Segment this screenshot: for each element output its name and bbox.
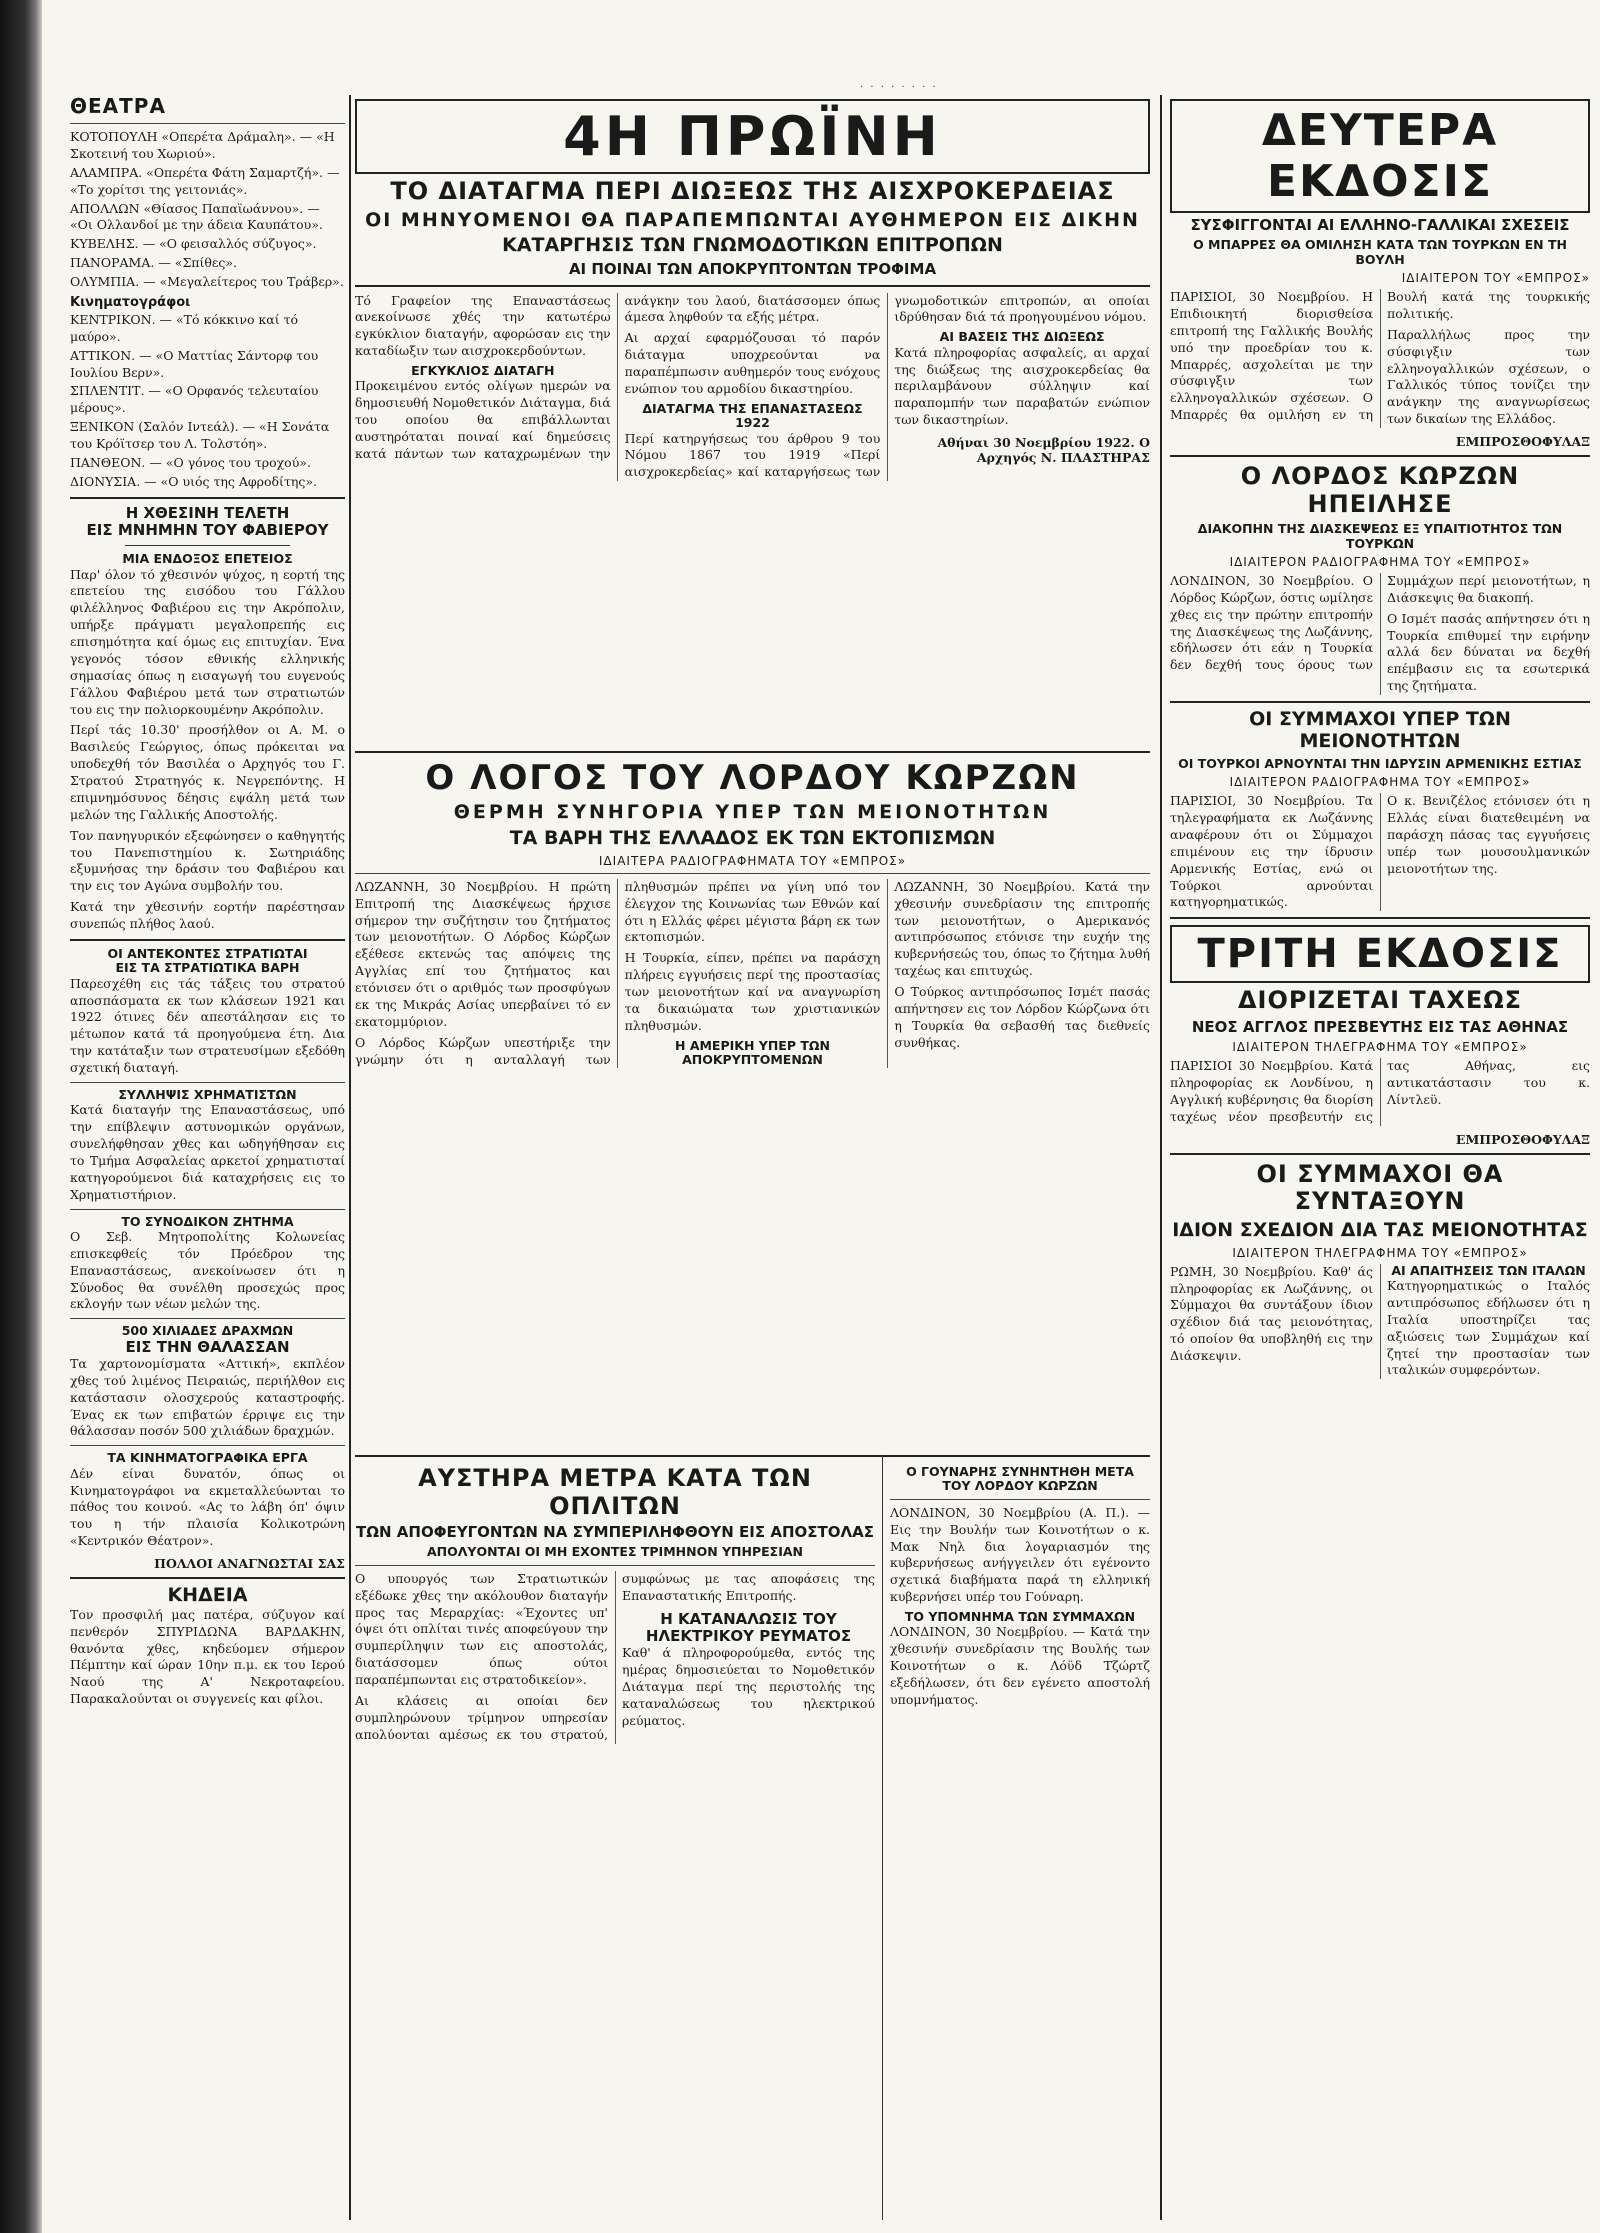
caption: ΙΔΙΑΙΤΕΡΑ ΡΑΔΙΟΓΡΑΦΗΜΑΤΑ ΤΟΥ «ΕΜΠΡΟΣ»: [598, 853, 907, 868]
article-subtitle: ΕΙΣ ΤΑ ΣΤΡΑΤΙΩΤΙΚΑ ΒΑΡΗ: [115, 960, 300, 976]
article-paragraph: Ο κ. Βενιζέλος ετόνισεν ότι η Ελλάς είναι διατεθειμένη να παράσχη πάσας τας εγγυήσεις υπέρ των μουσουλμανικών μειονοτήτων της.: [1387, 793, 1590, 876]
caption: ΙΔΙΑΙΤΕΡΟΝ ΤΗΛΕΓΡΑΦΗΜΑ ΤΟΥ «ΕΜΠΡΟΣ»: [1232, 1040, 1528, 1055]
article-body: [1170, 1264, 1590, 1380]
theatre-list: [70, 129, 345, 291]
theatre-item: ΑΛΑΜΠΡΑ. «Οπερέτα Φάτη Σαμαρτζή». — «Το χορίτσι της γειτονιάς».: [70, 164, 340, 197]
article-soldiers: [355, 1465, 875, 2220]
cinema-heading: Κινηματογράφοι: [70, 294, 191, 310]
section-label: ΔΙΑΤΑΓΜΑ ΤΗΣ ΕΠΑΝΑΣΤΑΣΕΩΣ 1922: [642, 400, 863, 431]
subheadline: ΚΑΤΑΡΓΗΣΙΣ ΤΩΝ ΓΝΩΜΟΔΟΤΙΚΩΝ ΕΠΙΤΡΟΠΩΝ: [502, 234, 1003, 257]
edition-masthead: ΤΡΙΤΗ ΕΚΔΟΣΙΣ: [1170, 925, 1590, 983]
article-paragraph: ΛΟΝΔΙΝΟΝ, 30 Νοεμβρίου (Α. Π.). — Εις την Βουλήν των Κοινοτήτων ο κ. Μακ Νηλ δια λογαριασμόν της κυβερνήσεως ανήγγειλεν ότι εγένοντο σχετικά διαβήματα παρά τη ελληνική κυβερνήσει υπέρ του Γούναρη.: [890, 1504, 1150, 1605]
article-subtitle: ΕΙΣ ΜΝΗΜΗΝ ΤΟΥ ΦΑΒΙΕΡΟΥ: [86, 520, 329, 539]
subheadline: ΟΙ ΜΗΝΥΟΜΕΝΟΙ ΘΑ ΠΑΡΑΠΕΜΠΩΝΤΑΙ ΑΥΘΗΜΕΡΟΝ ΕΙΣ ΔΙΚΗΝ: [365, 208, 1140, 231]
article-paragraph: Ο Τούρκος αντιπρόσωπος Ισμέτ πασάς απήντησεν εις τον Λόρδον Κώρζωνα ότι η Τουρκία θα σεβασθή τας διεθνείς συνθήκας.: [894, 984, 1150, 1050]
article-paragraph: Παρ' όλον τό χθεσινόν ψύχος, η εορτή της επετείου της εισόδου του Γάλλου φιλέλληνος Φαβιέρου εις την Ακρόπολιν, υπήρξε πράγματι μεγαλοπρεπής εις επισημότητα καί όμως εις επιτυχίαν. Ένα γεγονός τόσον εθνικής ελληνικής σημασίας όπως η εισαγωγή του ευγενούς Γάλλου Φαβιέρου μετά των στρατιωτών του εις την πολιορκουμένην Ακρόπολιν.: [70, 566, 345, 717]
cinema-item: ΔΙΟΝΥΣΙΑ. — «Ο υιός της Αφροδίτης».: [70, 473, 317, 489]
headline: ΤΟ ΔΙΑΤΑΓΜΑ ΠΕΡΙ ΔΙΩΞΕΩΣ ΤΗΣ ΑΙΣΧΡΟΚΕΡΔΕΙΑΣ: [390, 177, 1115, 205]
caption: ΙΔΙΑΙΤΕΡΟΝ ΤΟΥ «ΕΜΠΡΟΣ»: [1401, 271, 1590, 285]
article-paragraph: Κατά πληροφορίας ασφαλείς, αι αρχαί της διώξεως της αισχροκερδείας θα περιλαμβάνουν σύλληψιν καί παραπομπήν των παραβατών ενώπιον των δικαστηρίων.: [894, 344, 1150, 428]
headline: ΔΙΟΡΙΖΕΤΑΙ ΤΑΧΕΩΣ: [1237, 986, 1523, 1015]
article-paragraph: Ο υπουργός των Στρατιωτικών εξέδωκε χθες την ακόλουθον διαταγήν προς τας Μεραρχίας: «Έχοντες υπ' όψει ότι οπλίται τινές αποφεύγουν την συμπερίληψιν των εις αποστολάς, διατάσσομεν όπως ούτοι παραπέμπωνται εις στρατοδικείον».: [355, 1570, 608, 1688]
article-title: ΣΥΛΛΗΨΙΣ ΧΡΗΜΑΤΙΣΤΩΝ: [118, 1086, 297, 1102]
article-body: [1170, 573, 1590, 695]
theatre-item: ΚΥΒΕΛΗΣ. — «Ο φεισαλλός σύζυγος».: [70, 236, 317, 252]
article-signature: ΠΟΛΛΟΙ ΑΝΑΓΝΩΣΤΑΙ ΣΑΣ: [154, 1556, 345, 1571]
article-title: Η ΧΘΕΣΙΝΗ ΤΕΛΕΤΗ: [125, 503, 290, 522]
theatre-item: ΚΟΤΟΠΟΥΛΗ «Οπερέτα Δράμαλη». — «Η Σκοτεινή του Χωριού».: [70, 129, 335, 161]
article-paragraph: Κατά την χθεσινήν εορτήν παρέστησαν συνεπώς πλήθος λαού.: [70, 899, 345, 931]
article-title: ΤΑ ΚΙΝΗΜΑΤΟΓΡΑΦΙΚΑ ΕΡΓΑ: [107, 1450, 308, 1466]
cinema-item: ΚΕΝΤΡΙΚΟΝ. — «Τό κόκκινο καί τό μαύρο».: [70, 311, 299, 344]
article-subtitle: ΕΙΣ ΤΗΝ ΘΑΛΑΣΣΑΝ: [125, 1337, 290, 1356]
article-signature: ΕΜΠΡΟΣΘΟΦΥΛΑΞ: [1455, 1131, 1590, 1147]
headline: ΑΥΣΤΗΡΑ ΜΕΤΡΑ ΚΑΤΑ ΤΩΝ ΟΠΛΙΤΩΝ: [418, 1465, 812, 1520]
article-paragraph: Παραλλήλως προς την σύσφιγξιν των ελληνογαλλικών σχέσεων, ο Γαλλικός τύπος τονίζει την ανάγκην της αναγνωρίσεως των δικαίων της Ελλάδος.: [1387, 326, 1590, 427]
article-paragraph: Δέν είναι δυνατόν, όπως οι Κινηματογράφοι να εκμεταλλεύωνται το πάθος του κοινού. «Ας το λάβη όπ' όψιν του η τήν πλαισία Κολικοτρώνη «Κεντρικόν Θέατρον».: [70, 1465, 345, 1549]
section-label: ΕΓΚΥΚΛΙΟΣ ΔΙΑΤΑΓΗ: [411, 363, 555, 379]
column-divider: [349, 95, 351, 2220]
subheadline: ΟΙ ΤΟΥΡΚΟΙ ΑΡΝΟΥΝΤΑΙ ΤΗΝ ΙΔΡΥΣΙΝ ΑΡΜΕΝΙΚΗΣ ΕΣΤΙΑΣ: [1178, 755, 1582, 771]
subheadline: ΘΕΡΜΗ ΣΥΝΗΓΟΡΙΑ ΥΠΕΡ ΤΩΝ ΜΕΙΟΝΟΤΗΤΩΝ: [453, 801, 1052, 824]
article-paragraph: ΠΑΡΙΣΙΟΙ, 30 Νοεμβρίου. Η Επιδιοικητή διορισθείσα επιτροπή της Γαλλικής Βουλής υπό την προεδρίαν του κ. Μπαρρές, ασχολείται με την σύσφιγξιν των ελληνογαλλικών σχέσεων. Ο Μπαρρές θα ομιλήση εν τη Βουλή κατά της τουρκικής πολιτικής.: [1170, 289, 1590, 423]
article-title: ΚΗΔΕΙΑ: [167, 1584, 248, 1606]
page-header-strip: · · · · · · · ·: [860, 82, 938, 93]
section-label: Η ΚΑΤΑΝΑΛΩΣΙΣ ΤΟΥ ΗΛΕΚΤΡΙΚΟΥ ΡΕΥΜΑΤΟΣ: [645, 1609, 852, 1645]
article-body: [1170, 289, 1590, 428]
theatre-item: ΑΠΟΛΛΩΝ «Θίασος Παπαϊωάννου». — «Οι Ολλανδοί με την άδεια Καυπάτου».: [70, 200, 323, 233]
caption: ΙΔΙΑΙΤΕΡΟΝ ΡΑΔΙΟΓΡΑΦΗΜΑ ΤΟΥ «ΕΜΠΡΟΣ»: [1229, 554, 1531, 569]
section-bottom-middle: [355, 1455, 1150, 2220]
headline: ΟΙ ΣΥΜΜΑΧΟΙ ΥΠΕΡ ΤΩΝ ΜΕΙΟΝΟΤΗΤΩΝ: [1249, 708, 1511, 752]
column-divider: [1160, 95, 1162, 2220]
cinema-item: ΣΠΛΕΝΤΙΤ. — «Ο Ορφανός τελευταίου μέρους».: [70, 383, 319, 416]
subheadline: ΑΠΟΛΥΟΝΤΑΙ ΟΙ ΜΗ ΕΧΟΝΤΕΣ ΤΡΙΜΗΝΟΝ ΥΠΗΡΕΣΙΑΝ: [426, 1544, 804, 1560]
article-paragraph: Ο Λόρδος Κώρζων υπεστήριξε την γνώμην ότι η ανταλλαγή των πληθυσμών πρέπει να γίνη υπό τον έλεγχον της Κοινωνίας των Εθνών καί ότι η Ελλάς φέρει μέγιστα βάρη εκ των εκτοπισμών.: [355, 878, 881, 1067]
column-divider: [882, 1455, 883, 2220]
cinema-list: [70, 312, 345, 491]
article-paragraph: Αι αρχαί εφαρμόζουσαι τό παρόν διάταγμα υποχρεούνται να παραπέμπωσιν αυθημερόν τους ενόχους ενώπιον του αρμοδίου δικαστηρίου.: [624, 330, 881, 396]
section-label: ΤΟ ΥΠΟΜΝΗΜΑ ΤΩΝ ΣΥΜΜΑΧΩΝ: [904, 1609, 1136, 1624]
article-body: [355, 879, 1150, 1069]
caption: ΙΔΙΑΙΤΕΡΟΝ ΡΑΔΙΟΓΡΑΦΗΜΑ ΤΟΥ «ΕΜΠΡΟΣ»: [1229, 775, 1531, 790]
caption: ΙΔΙΑΙΤΕΡΟΝ ΤΗΛΕΓΡΑΦΗΜΑ ΤΟΥ «ΕΜΠΡΟΣ»: [1232, 1245, 1528, 1260]
article-paragraph: Τό Γραφείον της Επαναστάσεως ανεκοίνωσε χθές την κατωτέρω εγκύκλιον διαταγήν, αφορώσαν εις την καταδίωξιν των αισχροκερδούντων.: [355, 292, 611, 359]
article-body: [1170, 793, 1590, 911]
article-kicker: ΜΙΑ ΕΝΔΟΞΟΣ ΕΠΕΤΕΙΟΣ: [122, 551, 293, 567]
article-paragraph: ΠΑΡΙΣΙΟΙ 30 Νοεμβρίου. Κατά πληροφορίας εκ Λονδίνου, η Αγγλική κυβέρνησις θα διορίση ταχέως νέον πρεσβευτήν εις τας Αθήνας, εις αντικατάστασιν του κ. Λίντλεϋ.: [1170, 1058, 1590, 1124]
article-paragraph: Τον προσφιλή μας πατέρα, σύζυγον καί πενθερόν ΣΠΥΡΙΔΩΝΑ ΒΑΡΔΑΚΗΝ, θανόντα χθες, κηδεύομεν σήμερον Πέμπτην καί ώραν 10ην π.μ. εκ του Ιερού Ναού της Α' Νεκροταφείου. Παρακαλούνται οι συγγενείς και φίλοι.: [70, 1606, 345, 1707]
section-label: ΑΙ ΑΠΑΙΤΗΣΕΙΣ ΤΩΝ ΙΤΑΛΩΝ: [1391, 1262, 1586, 1278]
article-body: [1170, 1058, 1590, 1126]
article-paragraph: Περί κατηργήσεως του άρθρου 9 του Νόμου 1867 του 1919 «Περί αισχροκερδείας» καί καταργήσεως των γνωμοδοτικών επιτροπών, αι οποίαι ιδρύθησαν διά τά προηγουμένου νόμου.: [624, 292, 1150, 480]
article-gounaris: [890, 1465, 1150, 2220]
section-label: ΑΙ ΒΑΣΕΙΣ ΤΗΣ ΔΙΩΞΕΩΣ: [939, 329, 1105, 345]
subheadline: Ο ΜΠΑΡΡΕΣ ΘΑ ΟΜΙΛΗΣΗ ΚΑΤΑ ΤΩΝ ΤΟΥΡΚΩΝ ΕΝ ΤΗ ΒΟΥΛΗ: [1193, 237, 1567, 267]
subheadline: ΝΕΟΣ ΑΓΓΛΟΣ ΠΡΕΣΒΕΥΤΗΣ ΕΙΣ ΤΑΣ ΑΘΗΝΑΣ: [1191, 1017, 1569, 1036]
article-body: [355, 293, 1150, 482]
article-title: ΤΟ ΣΥΝΟΔΙΚΟΝ ΖΗΤΗΜΑ: [121, 1213, 294, 1229]
article-paragraph: ΛΟΝΔΙΝΟΝ, 30 Νοεμβρίου. — Κατά την χθεσινήν συνεδρίασιν της Βουλής των Κοινοτήτων ο κ. Λόϋδ Τζώρτζ εξεδήλωσεν, ότι δεν εγένετο αποστολή υπομνήματος.: [890, 1624, 1150, 1707]
headline: Ο ΛΟΡΔΟΣ ΚΩΡΖΩΝ ΗΠΕΙΛΗΣΕ: [1240, 462, 1520, 518]
article-paragraph: Κατά διαταγήν της Επαναστάσεως, υπό την επίβλεψιν αστυνομικών οργάνων, συνελήφθησαν χθες και ωδηγήθησαν εις το Τμήμα Ασφαλείας αρκετοί χρηματισταί κατηγορούμενοι διά καταχρήσεις εις το Χρηματιστήριον.: [70, 1102, 345, 1202]
article-title: ΟΙ ΑΝΤΕΚΟΝΤΕΣ ΣΤΡΑΤΙΩΤΑΙ: [107, 945, 308, 961]
subheadline: ΔΙΑΚΟΠΗΝ ΤΗΣ ΔΙΑΣΚΕΨΕΩΣ ΕΞ ΥΠΑΙΤΙΟΤΗΤΟΣ ΤΩΝ ΤΟΥΡΚΩΝ: [1197, 521, 1563, 551]
cinema-item: ΠΑΝΘΕΟΝ. — «Ο γόνος του τροχού».: [70, 454, 311, 470]
subheadline: ΤΑ ΒΑΡΗ ΤΗΣ ΕΛΛΑΔΟΣ ΕΚ ΤΩΝ ΕΚΤΟΠΙΣΜΩΝ: [509, 826, 996, 849]
subheadline: ΑΙ ΠΟΙΝΑΙ ΤΩΝ ΑΠΟΚΡΥΠΤΟΝΤΩΝ ΤΡΟΦΙΜΑ: [568, 260, 937, 279]
article-paragraph: Κατηγορηματικώς ο Ιταλός αντιπρόσωπος εδήλωσεν ότι η Ιταλία υποστηρίζει τας αξιώσεις των Συμμάχων καί ζητεί την προστασίαν των ιταλικών συμφερόντων.: [1387, 1278, 1590, 1378]
section-morning-edition: [355, 95, 1150, 735]
article-paragraph: Ο Σεβ. Μητροπολίτης Κολωνείας επισκεφθείς τόν Πρόεδρον της Επαναστάσεως, ανεκοίνωσεν ότι η Σύνοδος θα συνέλθη προσεχώς προς εκλογήν των νέων μελών της.: [70, 1228, 345, 1312]
article-paragraph: Προκειμένου εντός ολίγων ημερών να δημοσιευθή Νομοθετικόν Διάταγμα, διά του οποίου θα επιβάλλωνται αυστηρόταται ποιναί καί δημεύσεις κατά πάντων των καταχρωμένων την ανάγκην του λαού, διατάσσομεν όπως άμεσα ληφθούν τα εξής μέτρα.: [355, 292, 881, 461]
article-signature: Αθήναι 30 Νοεμβρίου 1922. Ο Αρχηγός Ν. ΠΛΑΣΤΗΡΑΣ: [937, 435, 1150, 466]
cinema-item: ΑΤΤΙΚΟΝ. — «Ο Ματτίας Σάντορφ του Ιουλίου Βερν».: [70, 347, 319, 380]
article-paragraph: ΡΩΜΗ, 30 Νοεμβρίου. Καθ' άς πληροφορίας εκ Λωζάννης, οι Σύμμαχοι θα συντάξουν ίδιον σχέδιον διά τας μειονότητας, τό οποίον θα υποβληθή εις την Διάσκεψιν.: [1170, 1263, 1373, 1363]
newspaper-page: [70, 95, 1590, 2225]
column-left: [70, 95, 345, 2220]
headline: Ο ΛΟΓΟΣ ΤΟΥ ΛΟΡΔΟΥ ΚΩΡΖΩΝ: [425, 758, 1080, 798]
column-middle: [355, 95, 1150, 2220]
subheadline: ΤΩΝ ΑΠΟΦΕΥΓΟΝΤΩΝ ΝΑ ΣΥΜΠΕΡΙΛΗΦΘΟΥΝ ΕΙΣ ΑΠΟΣΤΟΛΑΣ: [356, 1523, 874, 1542]
article-paragraph: Ο Ισμέτ πασάς απήντησεν ότι η Τουρκία επιθυμεί την ειρήνην αλλά δεν δύναται να δεχθή επέμβασιν εις τα εσωτερικά της ζητήματα.: [1387, 610, 1590, 694]
article-paragraph: Αι κλάσεις αι οποίαι δεν συμπληρώνουν τρίμηνον υπηρεσίαν απολύονται αμέσως εκ του στρατού, συμφώνως με τας αποφάσεις της Επαναστατικής Επιτροπής.: [355, 1570, 875, 1742]
cinema-item: ΞΕΝΙΚΟΝ (Σαλόν Ιντεάλ). — «Η Σονάτα του Κρόϊτσερ του Λ. Τολστόη».: [70, 419, 330, 451]
edition-masthead: 4Η ΠΡΩΪΝΗ: [355, 99, 1150, 174]
headline: ΣΥΣΦΙΓΓΟΝΤΑΙ ΑΙ ΕΛΛΗΝΟ-ΓΑΛΛΙΚΑΙ ΣΧΕΣΕΙΣ: [1190, 216, 1570, 234]
article-paragraph: Τον πανηγυρικόν εξεφώνησεν ο καθηγητής του Πανεπιστημίου κ. Σωτηριάδης εξυμνήσας την δράσιν του Φαβιέρου και την εις τον Αγώνα συμβολήν του.: [70, 827, 345, 894]
article-paragraph: Η Τουρκία, είπεν, πρέπει να παράσχη πλήρεις εγγυήσεις περί της προστασίας των μειονοτήτων καί να αναγνωρίση τα δικαιώματα των χριστιανικών πληθυσμών.: [624, 950, 881, 1033]
article-paragraph: ΛΟΝΔΙΝΟΝ, 30 Νοεμβρίου. Ο Λόρδος Κώρζων, όστις ωμίλησε χθες εις την πρώτην επιτροπήν της Διασκέψεως της Λωζάννης, εδήλωσεν ότι εάν η Τουρκία δεν δεχθή τους όρους των Συμμάχων περί μειονοτήτων, η Διάσκεψις θα διακοπή.: [1170, 572, 1590, 673]
article-paragraph: Καθ' ά πληροφορούμεθα, εντός της ημέρας δημοσιεύεται το Νομοθετικόν Διάταγμα περί της περιστολής της καταναλώσεως του ηλεκτρικού ρεύματος.: [622, 1645, 875, 1728]
theatre-item: ΟΛΥΜΠΙΑ. — «Μεγαλείτερος του Τράβερ».: [70, 274, 344, 289]
article-signature: ΕΜΠΡΟΣΘΟΦΥΛΑΞ: [1455, 434, 1590, 449]
article-paragraph: Τα χαρτονομίσματα «Αττική», εκπλέον χθες τού λιμένος Πειραιώς, περιήλθον εις κατάστασιν ολοσχερούς καταστροφής. Ένας εκ των επιβατών έρριψε εις την θάλασσαν ποσόν 500 χιλιάδων δραχμών.: [70, 1355, 345, 1439]
article-title: 500 ΧΙΛΙΑΔΕΣ ΔΡΑΧΜΩΝ: [121, 1323, 294, 1339]
headline: ΟΙ ΣΥΜΜΑΧΟΙ ΘΑ ΣΥΝΤΑΞΟΥΝ: [1256, 1159, 1504, 1216]
subheadline: ΙΔΙΟΝ ΣΧΕΔΙΟΝ ΔΙΑ ΤΑΣ ΜΕΙΟΝΟΤΗΤΑΣ: [1172, 1218, 1588, 1241]
theatre-heading: ΘΕΑΤΡΑ: [70, 95, 166, 118]
column-right: [1170, 95, 1590, 2220]
section-label: Η ΑΜΕΡΙΚΗ ΥΠΕΡ ΤΩΝ ΑΠΟΚΡΥΠΤΟΜΕΝΩΝ: [675, 1037, 830, 1068]
article-paragraph: ΛΩΖΑΝΝΗ, 30 Νοεμβρίου. Η πρώτη Επιτροπή της Διασκέψεως ήρχισε σήμερον την συζήτησιν του ζητήματος των μειονοτήτων. Ο Λόρδος Κώρζων εξέθεσε εκτενώς τας απόψεις της Αγγλίας επί του ζητήματος και ετόνισεν ότι ο αριθμός των προσφύγων εκ της Μικράς Ασίας υπερβαίνει τό εν εκατομμύριον.: [355, 878, 611, 1029]
article-paragraph: Παρεσχέθη εις τάς τάξεις του στρατού αποσπάσματα εκ των κλάσεων 1921 και 1922 ότινες δέν απεστάλησαν εις το μέτωπον κατά τά προηγούμενα έτη. Δια την κατάταξιν των στρατευσίμων εξεδόθη σχετική διαταγή.: [70, 975, 345, 1075]
section-label: Ο ΓΟΥΝΑΡΗΣ ΣΥΝΗΝΤΗΘΗ ΜΕΤΑ ΤΟΥ ΛΟΡΔΟΥ ΚΩΡΖΩΝ: [906, 1465, 1134, 1494]
article-body: [355, 1571, 875, 1744]
article-paragraph: ΛΩΖΑΝΝΗ, 30 Νοεμβρίου. Κατά την χθεσινήν συνεδρίασιν της επιτροπής των μειονοτήτων, ο Αμερικανός αντιπρόσωπος ετόνισε την ευχήν της κυβερνήσεώς του, όπως το ζήτημα λυθή ταχέως και επιτυχώς.: [894, 878, 1150, 979]
edition-masthead: ΔΕΥΤΕΡΑ ΕΚΔΟΣΙΣ: [1170, 99, 1590, 213]
article-paragraph: Περί τάς 10.30' προσήλθον οι Α. Μ. ο Βασιλεύς Γεώργιος, όπως πρόκειται να υποδεχθή τόν Βασιλέα ο Αρχηγός του Γ. Στρατού Στρατηγός κ. Νεγρεπόντης. Η επιμνημόσυνος δέησις εψάλη μετά των μελών της Γαλλικής Αποστολής.: [70, 722, 345, 822]
section-curzon-speech: [355, 745, 1150, 1445]
theatre-item: ΠΑΝΟΡΑΜΑ. — «Σπίθες».: [70, 255, 238, 271]
page-binding-edge: [0, 0, 42, 2233]
article-paragraph: ΠΑΡΙΣΙΟΙ, 30 Νοεμβρίου. Τα τηλεγραφήματα εκ Λωζάννης αναφέρουν ότι οι Σύμμαχοι επιμένουν εις την ίδρυσιν Αρμενικής Εστίας, ενώ οι Τούρκοι αρνούνται κατηγορηματικώς.: [1170, 793, 1373, 910]
